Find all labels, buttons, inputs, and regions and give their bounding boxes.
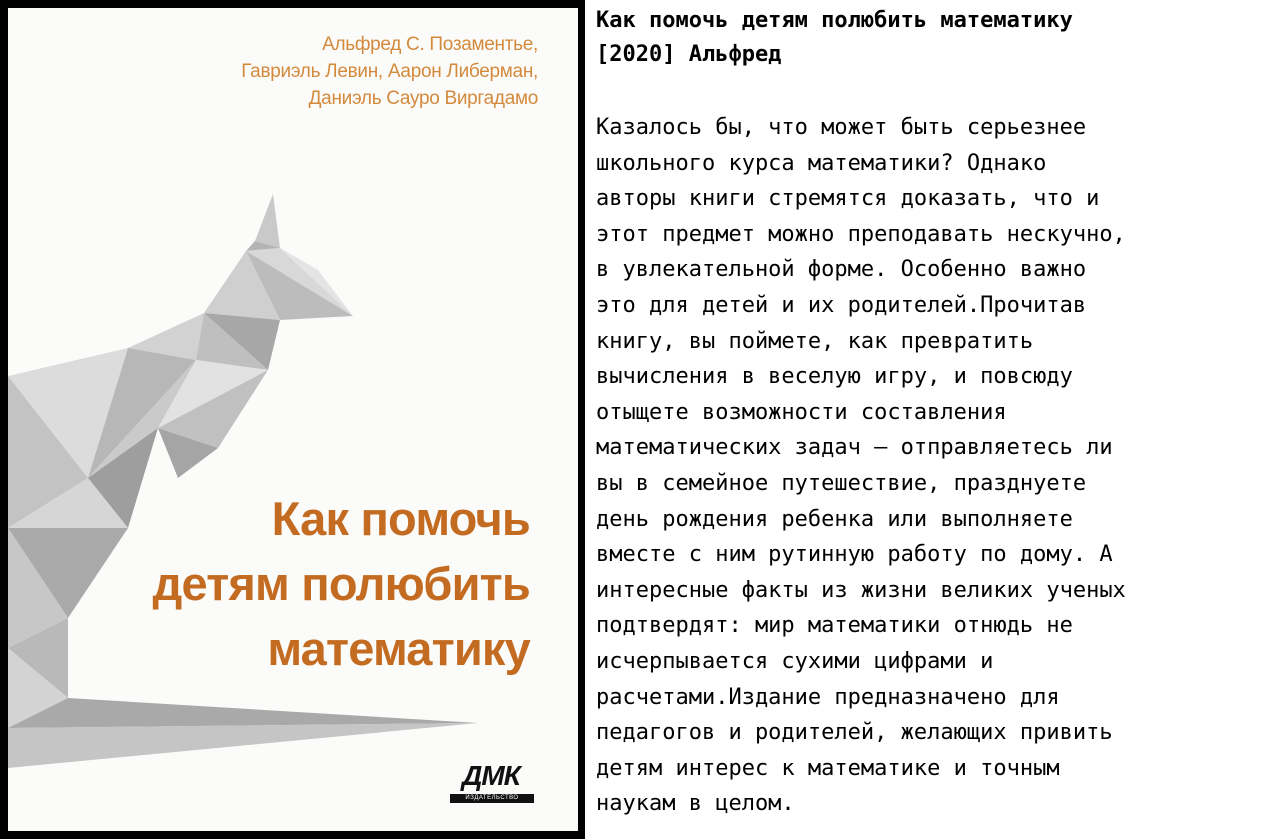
cover-title-line: детям полюбить [152,557,530,610]
book-cover [0,0,585,839]
cover-title-line: Как помочь [271,492,530,545]
cover-authors [241,31,538,112]
cover-author-line: Даниэль Сауро Виргадамо [308,88,538,109]
book-description: Казалось бы, что может быть серьезнее школьного курса математики? Однако авторы книги стремятся доказать, что и этот предмет можно преподавать нескучно, в увлекательной форме. Особенно важно это для детей и их родителей.Прочитав книгу, вы поймете, как превратить вычисления в веселую игру, и повсюду отыщете возможности составления математических задач – отправляетесь ли вы в семейное путешествие, празднуете день рождения ребенка или выполняете вместе с ним рутинную работу по дому. А интересные факты из жизни великих ученых подтвердят: мир математики отнюдь не исчерпывается сухими цифрами и расчетами.Издание предназначено для педагогов и родителей, желающих привить детям интерес к математике и точным наукам в целом. [596,115,1126,817]
cover-inner [8,8,578,831]
cover-title [152,486,530,681]
origami-kangaroo-illustration [8,8,578,831]
cover-title-line: математику [267,622,530,675]
publisher-logo [442,760,540,806]
publisher-logo-text: ДМК [462,760,520,791]
publisher-logo-subtext: ИЗДАТЕЛЬСТВО [450,794,534,803]
cover-author-line: Гавриэль Левин, Аарон Либерман, [241,61,538,82]
cover-author-line: Альфред С. Позаментье, [322,34,538,55]
post-text-panel [596,4,1276,822]
book-heading: Как помочь детям полюбить математику [2020] Альфред [596,8,1073,67]
